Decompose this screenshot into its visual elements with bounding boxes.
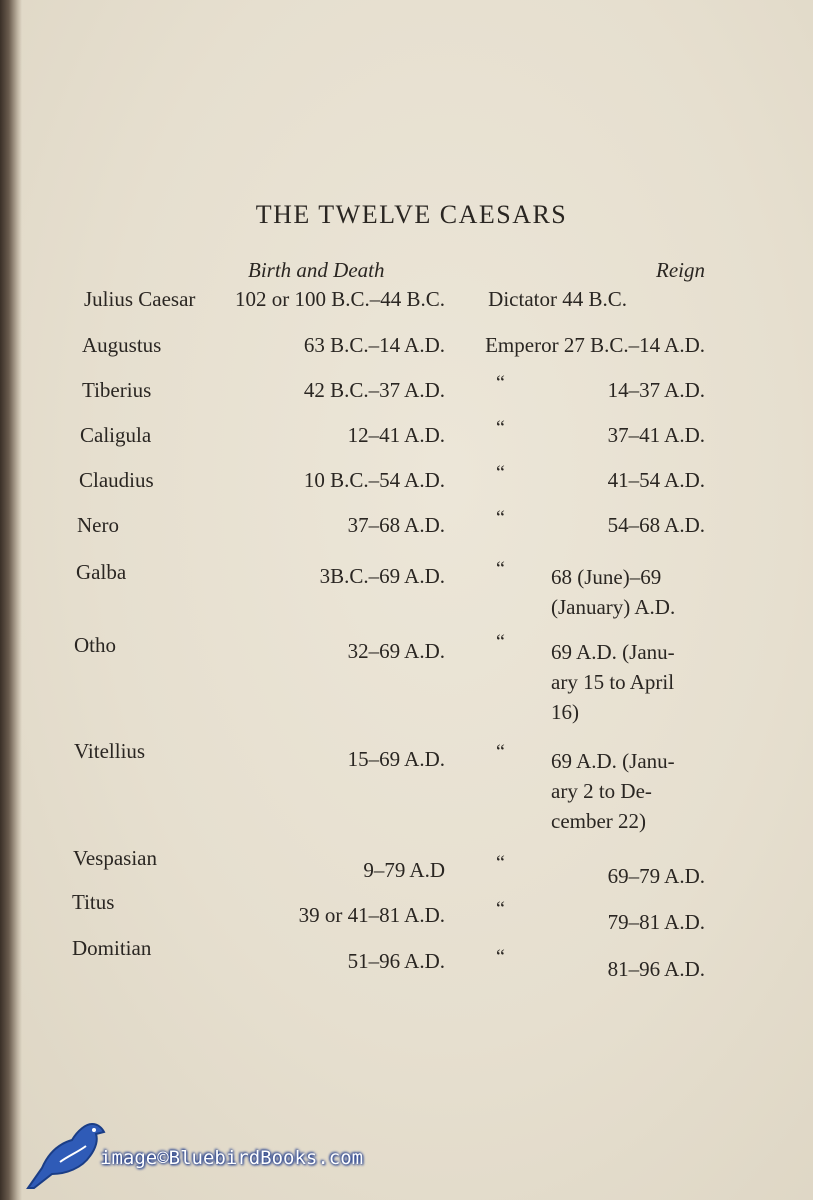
caesar-name: Vespasian (73, 846, 157, 870)
caesar-name: Julius Caesar (84, 287, 196, 311)
bluebird-logo-icon (20, 1110, 110, 1190)
header-birth-death: Birth and Death (248, 258, 385, 282)
reign: 41–54 A.D. (607, 468, 705, 492)
ditto-mark: “ (496, 898, 505, 920)
caesar-name: Titus (72, 890, 115, 914)
birth-death: 51–96 A.D. (347, 949, 445, 973)
reign: 14–37 A.D. (607, 378, 705, 402)
reign (551, 637, 711, 727)
birth-death: 3B.C.–69 A.D. (319, 564, 445, 588)
reign: 54–68 A.D. (607, 513, 705, 537)
ditto-mark: “ (496, 631, 505, 653)
reign-line: 69 A.D. (Janu- (551, 749, 675, 773)
reign-line: ary 15 to April (551, 670, 675, 694)
ditto-mark: “ (496, 417, 505, 439)
reign-line: 69 A.D. (Janu- (551, 640, 675, 664)
birth-death: 12–41 A.D. (347, 423, 445, 447)
ditto-mark: “ (496, 852, 505, 874)
reign-line: 16) (551, 700, 579, 724)
birth-death: 102 or 100 B.C.–44 B.C. (234, 287, 445, 311)
caesar-name: Domitian (72, 936, 152, 960)
reign: Dictator 44 B.C. (488, 287, 627, 311)
birth-death: 10 B.C.–54 A.D. (303, 468, 445, 492)
binding-edge (0, 0, 22, 1200)
reign-line: 68 (June)–69 (551, 565, 662, 589)
birth-death: 42 B.C.–37 A.D. (303, 378, 445, 402)
birth-death: 9–79 A.D (363, 858, 445, 882)
birth-death: 37–68 A.D. (347, 513, 445, 537)
reign-line: (January) A.D. (551, 595, 676, 619)
birth-death: 39 or 41–81 A.D. (298, 903, 445, 927)
ditto-mark: “ (496, 741, 505, 763)
caesar-name: Caligula (80, 423, 152, 447)
reign: Emperor 27 B.C.–14 A.D. (485, 333, 705, 357)
reign: 37–41 A.D. (607, 423, 705, 447)
reign (551, 562, 711, 622)
watermark-text: image©BluebirdBooks.com (100, 1147, 364, 1169)
caesar-name: Vitellius (74, 739, 146, 763)
caesar-name: Augustus (82, 333, 162, 357)
ditto-mark: “ (496, 558, 505, 580)
caesar-name: Galba (76, 560, 127, 584)
caesar-name: Tiberius (82, 378, 152, 402)
caesar-name: Nero (77, 513, 119, 537)
reign-line: cember 22) (551, 809, 647, 833)
birth-death: 32–69 A.D. (347, 639, 445, 663)
reign (551, 746, 711, 836)
caesar-name: Otho (74, 633, 116, 657)
ditto-mark: “ (496, 946, 505, 968)
reign: 79–81 A.D. (607, 910, 705, 934)
birth-death: 63 B.C.–14 A.D. (303, 333, 445, 357)
reign: 69–79 A.D. (607, 864, 705, 888)
birth-death: 15–69 A.D. (347, 747, 445, 771)
ditto-mark: “ (496, 372, 505, 394)
header-reign: Reign (656, 258, 705, 282)
reign-line: ary 2 to De- (551, 779, 652, 803)
ditto-mark: “ (496, 462, 505, 484)
ditto-mark: “ (496, 507, 505, 529)
reign: 81–96 A.D. (607, 957, 705, 981)
page-title: THE TWELVE CAESARS (255, 200, 568, 229)
watermark (20, 1110, 460, 1190)
caesar-name: Claudius (79, 468, 154, 492)
